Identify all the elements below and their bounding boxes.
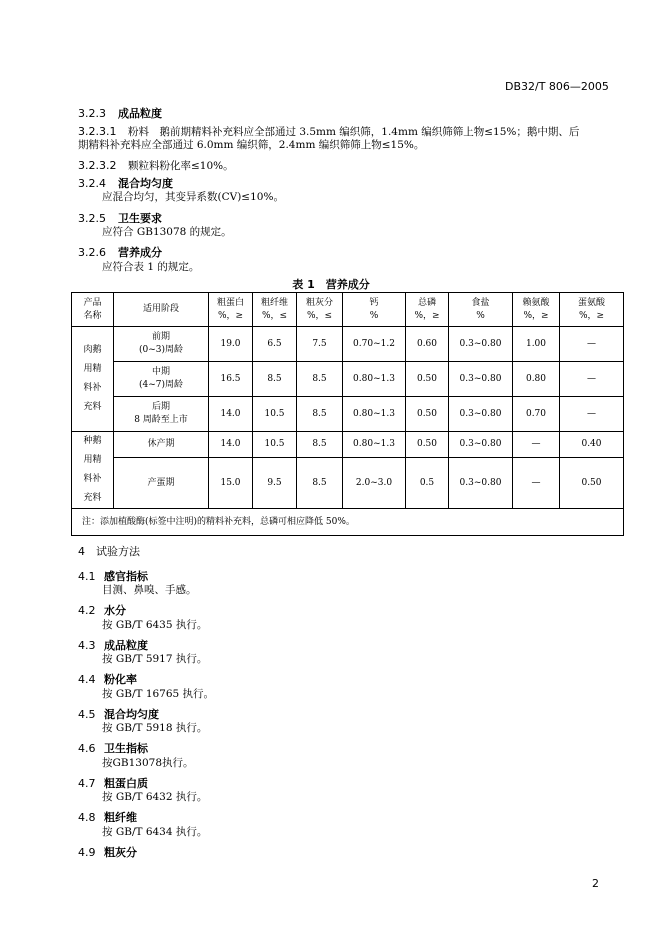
- section-body: 按 GB/T 5917 执行。: [102, 653, 208, 665]
- product-name-cell: 种鹅 用精 料补 充料: [72, 432, 114, 509]
- section-title: 粗灰分: [104, 846, 137, 859]
- table-row: [72, 362, 624, 397]
- section-body: 按 GB/T 5918 执行。: [102, 722, 208, 734]
- header-cell: 粗纤维 %，≤: [253, 293, 297, 327]
- stage-cell: 中期 (4~7)周龄: [114, 362, 209, 397]
- value-cell: 6.5: [253, 327, 297, 362]
- section-number: 4.8: [78, 811, 96, 824]
- value-cell: —: [560, 327, 624, 362]
- value-cell: 0.60: [406, 327, 449, 362]
- value-cell: 0.40: [560, 432, 624, 458]
- value-cell: 0.80~1.3: [343, 397, 406, 432]
- value-cell: 0.3~0.80: [449, 327, 513, 362]
- stage-cell: 休产期: [114, 432, 209, 458]
- value-cell: 0.70: [513, 397, 560, 432]
- section-number: 3.2.4: [78, 177, 106, 190]
- section-title: 水分: [104, 604, 126, 617]
- table-note: 注：添加植酸酶(标签中注明)的精料补充料，总磷可相应降低 50%。: [72, 509, 624, 536]
- clause-number: 3.2.3.2: [78, 159, 117, 172]
- value-cell: 8.5: [297, 362, 343, 397]
- section-4-4: [78, 668, 137, 687]
- value-cell: 0.50: [406, 432, 449, 458]
- value-cell: 8.5: [253, 362, 297, 397]
- section-number: 4.5: [78, 708, 96, 721]
- section-title: 粗纤维: [104, 811, 137, 824]
- header-cell: 粗蛋白 %，≥: [209, 293, 253, 327]
- section-body: 按 GB/T 6432 执行。: [102, 791, 208, 803]
- clause-number: 3.2.3.1: [78, 125, 117, 138]
- value-cell: 0.80~1.3: [343, 362, 406, 397]
- section-number: 4.3: [78, 639, 96, 652]
- header-cell: 产品 名称: [72, 293, 114, 327]
- section-body: 按 GB/T 16765 执行。: [102, 688, 215, 700]
- chapter-title: 试验方法: [96, 545, 140, 558]
- product-name-cell: 肉鹅 用精 料补 充料: [72, 327, 114, 432]
- value-cell: 0.50: [406, 397, 449, 432]
- table-row: [72, 432, 624, 458]
- section-body: 目测、鼻嗅、手感。: [102, 584, 197, 596]
- section-title: 成品粒度: [104, 639, 148, 652]
- section-number: 4.6: [78, 742, 96, 755]
- value-cell: 0.3~0.80: [449, 458, 513, 509]
- section-title: 粗蛋白质: [104, 777, 148, 790]
- value-cell: 7.5: [297, 327, 343, 362]
- value-cell: 0.5: [406, 458, 449, 509]
- section-number: 4.7: [78, 777, 96, 790]
- section-title: 混合均匀度: [118, 177, 173, 190]
- section-title: 粉化率: [104, 673, 137, 686]
- value-cell: 0.80~1.3: [343, 432, 406, 458]
- value-cell: 10.5: [253, 397, 297, 432]
- chapter-4: [78, 540, 140, 559]
- header-cell: 粗灰分 %，≤: [297, 293, 343, 327]
- table-header-row: [72, 293, 624, 327]
- value-cell: 16.5: [209, 362, 253, 397]
- header-cell: 钙 %: [343, 293, 406, 327]
- value-cell: 2.0~3.0: [343, 458, 406, 509]
- table-caption: 表 1 营养成分: [292, 278, 370, 291]
- value-cell: 1.00: [513, 327, 560, 362]
- table-row: [72, 397, 624, 432]
- table-row: [72, 327, 624, 362]
- header-cell: 总磷 %，≥: [406, 293, 449, 327]
- section-title: 混合均匀度: [104, 708, 159, 721]
- nutrition-table: [71, 292, 624, 536]
- section-4-6: [78, 737, 148, 756]
- stage-cell: 后期 8 周龄至上市: [114, 397, 209, 432]
- section-number: 4.1: [78, 570, 96, 583]
- section-3-2-3: [78, 102, 162, 121]
- section-number: 3.2.6: [78, 246, 106, 259]
- section-number: 4.4: [78, 673, 96, 686]
- section-title: 卫生指标: [104, 742, 148, 755]
- section-body: 应符合 GB13078 的规定。: [102, 226, 232, 238]
- value-cell: 10.5: [253, 432, 297, 458]
- section-title: 卫生要求: [118, 212, 162, 225]
- section-4-8: [78, 806, 137, 825]
- value-cell: 15.0: [209, 458, 253, 509]
- value-cell: 0.50: [560, 458, 624, 509]
- document-code: DB32/T 806—2005: [505, 80, 609, 93]
- section-body: 应符合表 1 的规定。: [102, 261, 200, 273]
- value-cell: —: [560, 397, 624, 432]
- section-body: 应混合均匀，其变异系数(CV)≤10%。: [102, 191, 284, 203]
- value-cell: 8.5: [297, 397, 343, 432]
- value-cell: 0.3~0.80: [449, 362, 513, 397]
- page-number: 2: [592, 877, 599, 890]
- value-cell: 8.5: [297, 432, 343, 458]
- stage-cell: 前期 (0~3)周龄: [114, 327, 209, 362]
- stage-cell: 产蛋期: [114, 458, 209, 509]
- value-cell: —: [513, 458, 560, 509]
- value-cell: 8.5: [297, 458, 343, 509]
- section-title: 成品粒度: [118, 107, 162, 120]
- section-title: 营养成分: [118, 246, 162, 259]
- value-cell: —: [560, 362, 624, 397]
- header-cell: 蛋氨酸 %，≥: [560, 293, 624, 327]
- clause-text-line2: 期精料补充料应全部通过 6.0mm 编织筛，2.4mm 编织筛筛上物≤15%。: [78, 139, 425, 151]
- section-number: 4.9: [78, 846, 96, 859]
- section-number: 4.2: [78, 604, 96, 617]
- value-cell: 14.0: [209, 432, 253, 458]
- header-cell: 赖氨酸 %，≥: [513, 293, 560, 327]
- section-body: 按GB13078执行。: [102, 757, 194, 769]
- clause-text-line1: 粉料 鹅前期精料补充料应全部通过 3.5mm 编织筛，1.4mm 编织筛筛上物≤15%；鹅中期、后: [128, 126, 580, 138]
- section-body: 按 GB/T 6435 执行。: [102, 619, 208, 631]
- clause-text: 颗粒料粉化率≤10%。: [128, 160, 234, 172]
- value-cell: 0.80: [513, 362, 560, 397]
- section-body: 按 GB/T 6434 执行。: [102, 826, 208, 838]
- section-4-2: [78, 599, 126, 618]
- value-cell: 0.3~0.80: [449, 397, 513, 432]
- value-cell: —: [513, 432, 560, 458]
- section-3-2-6: [78, 241, 162, 260]
- value-cell: 19.0: [209, 327, 253, 362]
- section-4-9: [78, 841, 137, 860]
- section-number: 3.2.5: [78, 212, 106, 225]
- value-cell: 14.0: [209, 397, 253, 432]
- value-cell: 0.3~0.80: [449, 432, 513, 458]
- value-cell: 0.50: [406, 362, 449, 397]
- clause-3-2-3-2: [78, 154, 234, 173]
- chapter-number: 4: [78, 545, 85, 558]
- section-title: 感官指标: [104, 570, 148, 583]
- section-number: 3.2.3: [78, 107, 106, 120]
- table-row: [72, 458, 624, 509]
- value-cell: 9.5: [253, 458, 297, 509]
- header-cell: 适用阶段: [114, 293, 209, 327]
- header-cell: 食盐 %: [449, 293, 513, 327]
- table-note-row: [72, 509, 624, 536]
- value-cell: 0.70~1.2: [343, 327, 406, 362]
